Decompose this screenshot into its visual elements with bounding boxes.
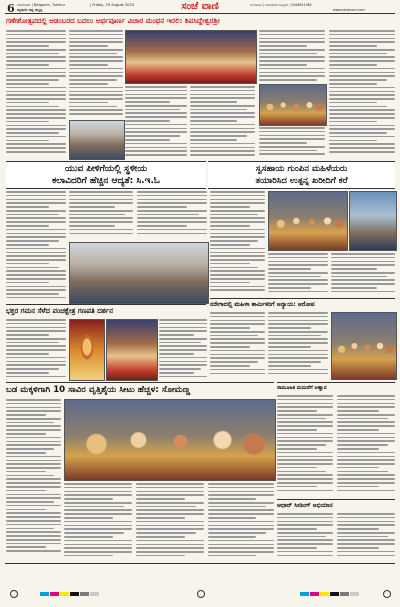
story-2-col-2 <box>69 191 133 239</box>
story-6-col-1 <box>6 399 61 559</box>
story-7-col-2 <box>337 395 395 495</box>
headline-3-line-1: ಸ್ವಸಹಾಯ ಗುಂಪಿನ ಮಹಿಳೆಯರು <box>255 164 348 174</box>
story-6-col-3 <box>136 483 204 559</box>
edition-label: ಬೆಂಗಳೂರು | Belgavm, Tumkur <box>17 3 66 7</box>
headline-2-line-1: ಯುವ ಪೀಳಿಗೆಯಲ್ಲಿ ಸ್ಥಳೀಯ <box>64 164 148 174</box>
color-swatch <box>340 592 349 596</box>
top-story-col-4 <box>190 86 255 158</box>
story-8-col-2 <box>337 513 395 559</box>
color-swatch <box>300 592 309 596</box>
top-story-col-2 <box>69 30 123 118</box>
masthead-right-info: ಬೆಂಗಳೂರು | ಸಮಾಚಾರದ ಸುದ್ದಿಗಳು | 9448911962 <box>250 3 312 7</box>
page-number: 6 <box>7 2 15 15</box>
color-swatch <box>50 592 59 596</box>
color-swatch <box>70 592 79 596</box>
top-story-col-6 <box>259 127 325 158</box>
color-swatch <box>40 592 49 596</box>
story-3-col-3 <box>331 253 395 295</box>
story-2-photo-meeting <box>69 242 209 304</box>
color-swatch <box>60 592 69 596</box>
top-headline: ಗಣೇಶೋತ್ಸವದಲ್ಲಿ ಆಡಂಬರದ ಬದಲು ಅರ್ಥಪೂರ್ಣ ವಿಚಾರ ಮಂಥನ ಇರಲಿ: ಶಿವಸಿದ್ದೇಶ್ವರಶ್ರೀ <box>6 16 220 25</box>
color-swatch <box>330 592 339 596</box>
date-line: | Friday, 29 August 2025 <box>90 3 135 7</box>
color-swatch <box>90 592 99 596</box>
story-6-col-2 <box>64 483 132 559</box>
registration-mark-center <box>197 590 205 598</box>
story-8-col-1 <box>277 513 333 559</box>
website: www.sanjevani.com <box>333 8 365 12</box>
story-5-photo-workers <box>331 312 397 380</box>
story-3-col-1 <box>210 191 265 295</box>
story-2-col-3 <box>137 191 207 239</box>
top-story-photo-ganesha-event <box>125 30 257 84</box>
story-5-col-1 <box>210 312 265 378</box>
color-swatch <box>310 592 319 596</box>
top-story-col-5 <box>259 30 325 82</box>
headline-5: ನರೇಗಾದಲ್ಲಿ ಮಹಿಳಾ ಕಾರ್ಮಿಕರಿಗೆ ಅನ್ಯಾಯ: ಆರೋಪ <box>210 298 395 310</box>
story-2-col-1 <box>6 191 66 303</box>
headline-3-line-2: ತಯಾರಿಸಿದ ಉತ್ಪನ್ನ ಖರೀದಿಗೆ ಕರೆ <box>255 176 348 186</box>
top-story-col-1 <box>6 30 66 158</box>
registration-mark-right <box>383 590 391 598</box>
story-7-col-1 <box>277 395 333 495</box>
color-swatch <box>320 592 329 596</box>
story-6-col-4 <box>208 483 274 559</box>
story-3-photo-side <box>349 191 397 251</box>
masthead-rule <box>5 13 395 14</box>
color-swatch <box>350 592 359 596</box>
headline-7: ಸಾಮೂಹಿಕ ಮದುವೆಗೆ ಆಹ್ವಾನ <box>277 382 395 393</box>
story-6-photo-group <box>64 399 276 481</box>
headline-6: ಬಡ ಮಕ್ಕಳಿಗಾಗಿ 10 ಸಾವಿರ ವೃತ್ತಿಶೈಯ ಸೀಟು ಹೆಚ್ಚಳ: ಸೋಮಣ್ಣ <box>6 382 274 397</box>
top-story-col-3 <box>125 86 187 158</box>
story-3-col-2 <box>268 253 328 295</box>
story-4-photo-devotees <box>106 319 158 381</box>
tagline: ಕನ್ನಡಿಗರ ಆಪ್ತ ಆವೃತ್ತಿ <box>17 8 43 12</box>
headline-bar-right <box>208 161 395 189</box>
story-3-photo-group <box>268 191 348 251</box>
brand-logo: ಸಂಜೆ ವಾಣಿ <box>181 1 219 12</box>
story-4-col-1 <box>6 319 66 379</box>
story-4-col-2 <box>159 319 207 379</box>
color-swatch <box>80 592 89 596</box>
headline-4: ಭಕ್ತರ ಗಮನ ಸೆಳೆದ ಪಂಚಕ್ಷೇತ್ರ ಗಣಪತಿ ದರ್ಶನ <box>6 304 206 317</box>
registration-strip <box>0 580 400 607</box>
footer-rule <box>5 563 395 564</box>
top-story-col-7 <box>329 30 395 158</box>
top-story-photo-right <box>259 84 327 126</box>
story-4-photo-ganapathi <box>69 319 105 381</box>
headline-2-line-2: ಕಲಾವಿದರಿಗೆ ಹೆಚ್ಚಿನ ಆದ್ಯತೆ: ಸಿ.ಇ.ಓ <box>52 176 160 186</box>
top-story-photo-small <box>69 120 125 160</box>
headline-bar-left <box>6 161 206 189</box>
story-5-col-2 <box>268 312 328 378</box>
registration-mark-left <box>10 590 18 598</box>
headline-8: ಆಧಾರ್ ಸೀಡಿಂಗ್ ಅಭಿಯಾನ <box>277 499 395 511</box>
